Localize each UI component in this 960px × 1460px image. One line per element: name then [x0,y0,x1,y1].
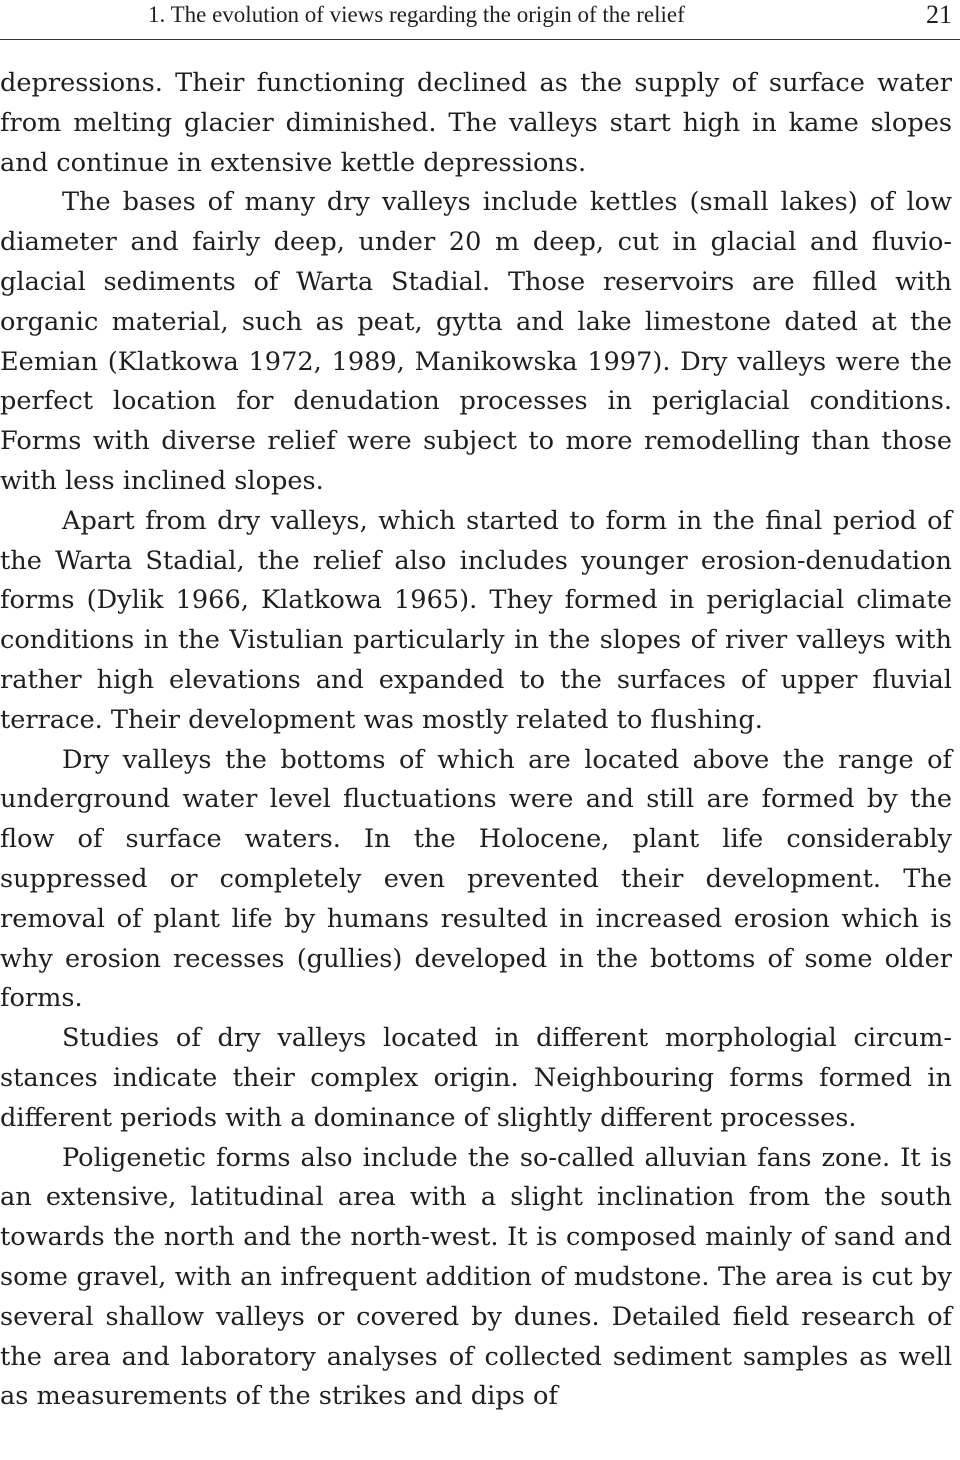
paragraph: Poligenetic forms also include the so-called alluvian fans zone. It is an extensive, latitudinal area with a slight inclination from the south towards the north and the north-west. It is composed mainly of sand and some gravel, with an infrequent addition of mudstone. The area is cut by several shallow valleys or covered by dunes. Detailed field research of the area and laboratory analyses of collected sediment samples as well as measurements of the strikes and dips of [0,1142,952,1412]
paragraph: Studies of dry valleys located in different morphologial circumstances indicate their complex origin. Neighbouring forms formed in different periods with a dominance of slightly different processes. [0,1023,952,1133]
page-number: 21 [926,0,952,29]
chapter-title: 1. The evolution of views regarding the origin of the relief [148,2,685,27]
body-text [0,64,952,1417]
paragraph: The bases of many dry valleys include kettles (small lakes) of low diameter and fairly deep, under 20 m deep, cut in glacial and fluvio-glacial sediments of Warta Stadial. Those reservoirs are filled with organic material, such as peat, gytta and lake limestone dated at the Eemian (Klatkowa 1972, 1989, Manikowska 1997). Dry valleys were the perfect location for denudation processes in periglacial conditions. Forms with diverse relief were subject to more remodelling than those with less inclined slopes. [0,187,952,496]
paragraph-continued: depressions. Their functioning declined as the supply of surface water from melting glacier diminished. The valleys start high in kame slopes and continue in extensive kettle depressions. [0,68,952,178]
running-head [0,0,960,40]
paragraph: Dry valleys the bottoms of which are located above the range of underground water level fluctuations were and still are formed by the flow of surface waters. In the Holocene, plant life considerably suppressed or completely even prevented their development. The removal of plant life by humans resulted in increased erosion which is why erosion recesses (gullies) developed in the bottoms of some older forms. [0,744,952,1014]
paragraph: Apart from dry valleys, which started to form in the final period of the Warta Stadial, the relief also includes younger erosion-denudation forms (Dylik 1966, Klatkowa 1965). They formed in periglacial climate conditions in the Vistulian particularly in the slopes of river valleys with rather high elevations and expanded to the surfaces of upper fluvial terrace. Their development was mostly related to flushing. [0,505,952,735]
